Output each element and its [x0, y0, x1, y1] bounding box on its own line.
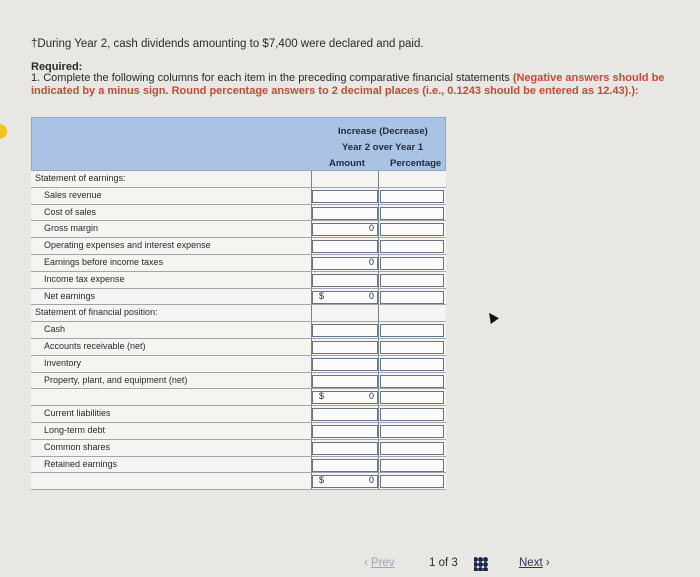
amount-input[interactable]	[312, 391, 378, 404]
row-label: Common shares	[44, 441, 111, 452]
prev-label: Prev	[371, 557, 395, 569]
column-divider	[311, 305, 312, 321]
row-label: Operating expenses and interest expense	[44, 240, 211, 251]
table-row	[31, 205, 446, 222]
percentage-input[interactable]	[380, 442, 444, 455]
table-row	[31, 406, 446, 423]
table-row	[31, 373, 446, 390]
row-label: Income tax expense	[44, 273, 125, 284]
side-indicator	[0, 124, 7, 139]
row-label: Statement of earnings:	[35, 173, 126, 183]
table-row	[31, 457, 446, 474]
row-label: Cost of sales	[44, 206, 97, 217]
currency-symbol: $	[319, 290, 325, 301]
column-divider	[378, 255, 379, 271]
column-divider	[378, 356, 379, 372]
instruction-emphasis: (Negative answers should be indicated by a minus sign. Round percentage answers to 2 decimal places (i.e., 0.1243 should be entered as 12.43).):	[31, 72, 665, 97]
column-divider	[378, 272, 379, 288]
row-label: Property, plant, and equipment (net)	[44, 374, 188, 385]
row-label: Statement of financial position:	[35, 307, 158, 318]
amount-input[interactable]	[312, 223, 378, 236]
amount-input[interactable]	[312, 341, 378, 354]
amount-input[interactable]	[312, 408, 378, 421]
header-title: Increase (Decrease)	[338, 126, 428, 137]
row-label: Sales revenue	[44, 189, 102, 200]
column-divider	[378, 457, 379, 473]
amount-input[interactable]	[312, 375, 378, 388]
instruction-text: 1. Complete the following columns for each item in the preceding comparative financial statements	[31, 72, 513, 84]
percentage-input[interactable]	[380, 190, 444, 203]
percentage-input[interactable]	[380, 207, 444, 220]
table-row	[31, 272, 446, 289]
amount-input[interactable]	[312, 324, 378, 337]
column-divider	[378, 171, 379, 187]
percentage-input[interactable]	[380, 475, 444, 488]
row-label: Net earnings	[44, 290, 96, 301]
table-row	[31, 322, 446, 339]
row-label: Accounts receivable (net)	[44, 340, 146, 351]
page-total: 3	[451, 557, 458, 569]
amount-input[interactable]	[312, 459, 378, 472]
percentage-input[interactable]	[380, 375, 444, 388]
header-amount: Amount	[329, 158, 365, 169]
amount-input[interactable]	[312, 291, 378, 304]
amount-value: 0	[368, 391, 374, 402]
dividends-note: †During Year 2, cash dividends amounting to $7,400 were declared and paid.	[31, 38, 424, 50]
page-current: 1	[429, 557, 436, 569]
table-row	[31, 255, 446, 272]
amount-input[interactable]	[312, 190, 378, 203]
percentage-input[interactable]	[380, 341, 444, 354]
percentage-input[interactable]	[380, 291, 444, 304]
grid-icon[interactable]	[474, 557, 488, 571]
required-instruction	[31, 72, 681, 97]
percentage-input[interactable]	[380, 391, 444, 404]
percentage-input[interactable]	[380, 425, 444, 438]
table-row	[31, 389, 446, 406]
amount-input[interactable]	[312, 475, 378, 488]
column-divider	[378, 373, 379, 389]
row-label: Inventory	[44, 357, 82, 368]
column-divider	[378, 406, 379, 422]
amount-input[interactable]	[312, 207, 378, 220]
row-label: Cash	[44, 324, 66, 335]
header-percentage: Percentage	[390, 158, 442, 169]
column-divider	[311, 171, 312, 187]
currency-symbol: $	[319, 475, 325, 486]
required-heading: Required:	[31, 61, 83, 73]
table-row	[31, 188, 446, 205]
percentage-input[interactable]	[380, 408, 444, 421]
percentage-input[interactable]	[380, 459, 444, 472]
column-divider	[378, 289, 379, 305]
table-row	[31, 473, 446, 490]
mouse-cursor-icon	[485, 310, 499, 324]
amount-value: 0	[368, 475, 374, 486]
column-divider	[378, 423, 379, 439]
amount-value: 0	[368, 223, 374, 234]
column-divider	[378, 221, 379, 237]
table-row	[31, 289, 446, 306]
column-divider	[378, 440, 379, 456]
row-label: Current liabilities	[44, 408, 111, 419]
column-divider	[378, 473, 379, 489]
table-header	[31, 117, 446, 171]
column-divider	[378, 322, 379, 338]
prev-button[interactable]: ‹ Prev	[364, 557, 395, 569]
table-row	[31, 423, 446, 440]
row-label: Gross margin	[44, 223, 99, 234]
amount-value: 0	[368, 290, 374, 301]
next-button[interactable]: Next ›	[519, 557, 550, 569]
amount-input[interactable]	[312, 274, 378, 287]
amount-input[interactable]	[312, 257, 378, 270]
header-subtitle: Year 2 over Year 1	[342, 142, 424, 153]
row-label: Earnings before income taxes	[44, 256, 164, 267]
table-row	[31, 339, 446, 356]
percentage-input[interactable]	[380, 358, 444, 371]
column-divider	[378, 305, 379, 321]
row-label: Retained earnings	[44, 458, 118, 469]
table-row	[31, 221, 446, 238]
table-row	[31, 238, 446, 255]
amount-input[interactable]	[312, 358, 378, 371]
table-row	[31, 171, 446, 188]
column-divider	[378, 339, 379, 355]
comparative-table	[31, 117, 446, 486]
next-label: Next	[519, 557, 543, 569]
percentage-input[interactable]	[380, 274, 444, 287]
table-row	[31, 305, 446, 322]
table-row	[31, 440, 446, 457]
amount-value: 0	[368, 256, 374, 267]
row-label: Long-term debt	[44, 424, 106, 435]
column-divider	[378, 205, 379, 221]
amount-input[interactable]	[312, 442, 378, 455]
percentage-input[interactable]	[380, 324, 444, 337]
percentage-input[interactable]	[380, 240, 444, 253]
amount-input[interactable]	[312, 240, 378, 253]
table-body	[31, 171, 446, 490]
percentage-input[interactable]	[380, 223, 444, 236]
currency-symbol: $	[319, 391, 325, 402]
table-row	[31, 356, 446, 373]
page-indicator	[429, 557, 458, 569]
column-divider	[378, 238, 379, 254]
page-of: of	[438, 557, 449, 569]
column-divider	[378, 389, 379, 405]
percentage-input[interactable]	[380, 257, 444, 270]
column-divider	[378, 188, 379, 204]
amount-input[interactable]	[312, 425, 378, 438]
